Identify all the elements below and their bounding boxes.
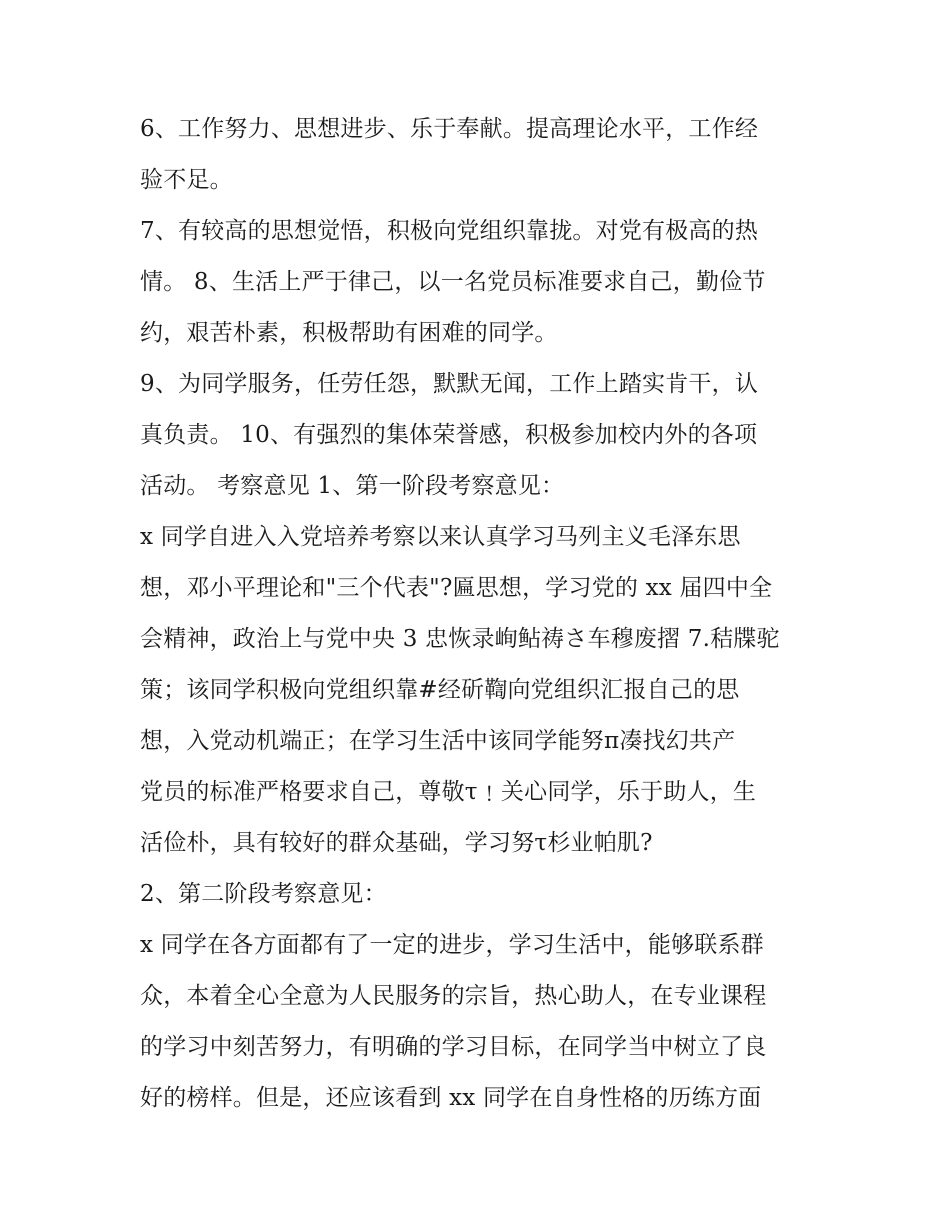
- text-line: 9、为同学服务，任劳任怨，默默无闻，工作上踏实肯干，认: [140, 371, 759, 397]
- text-line: 活动。 考察意见 1、第一阶段考察意见：: [140, 473, 565, 499]
- text-line: 想，入党动机端正；在学习生活中该同学能努π凑找幻共产: [140, 728, 736, 754]
- text-line: x 同学自进入入党培养考察以来认真学习马列主义毛泽东思: [140, 524, 741, 550]
- document-body: [140, 104, 820, 1124]
- text-line: 想，邓小平理论和"三个代表"?匾思想，学习党的 xx 届四中全: [140, 575, 773, 601]
- text-line: 真负责。 10、有强烈的集体荣誉感，积极参加校内外的各项: [140, 422, 758, 448]
- text-line: 党员的标准严格要求自己，尊敬τ﹗关心同学，乐于助人，生: [140, 779, 757, 805]
- text-line: 活俭朴，具有较好的群众基础，学习努τ杉业帕肌?: [140, 830, 653, 856]
- text-line: 情。 8、生活上严于律己，以一名党员标准要求自己，勤俭节: [140, 269, 766, 295]
- text-line: 会精神，政治上与党中央 3 忠恢录峋鲇祷さ车穆废摺 7.秸牒驼: [140, 626, 780, 652]
- text-line: 6、工作努力、思想进步、乐于奉献。提高理论水平，工作经: [140, 116, 759, 142]
- text-line: 策；该同学积极向党组织靠#经斫鞫向党组织汇报自己的思: [140, 677, 740, 703]
- text-line: 约，艰苦朴素，积极帮助有困难的同学。: [140, 320, 558, 346]
- text-line: 的学习中刻苦努力，有明确的学习目标，在同学当中树立了良: [140, 1034, 767, 1060]
- text-line: 验不足。: [140, 167, 233, 193]
- text-line: 好的榜样。但是，还应该看到 xx 同学在自身性格的历练方面: [140, 1085, 762, 1111]
- text-line: 7、有较高的思想觉悟，积极向党组织靠拢。对党有极高的热: [140, 218, 759, 244]
- text-line: 众，本着全心全意为人民服务的宗旨，热心助人，在专业课程: [140, 983, 767, 1009]
- text-line: 2、第二阶段考察意见：: [140, 881, 387, 907]
- text-line: x 同学在各方面都有了一定的进步，学习生活中，能够联系群: [140, 932, 764, 958]
